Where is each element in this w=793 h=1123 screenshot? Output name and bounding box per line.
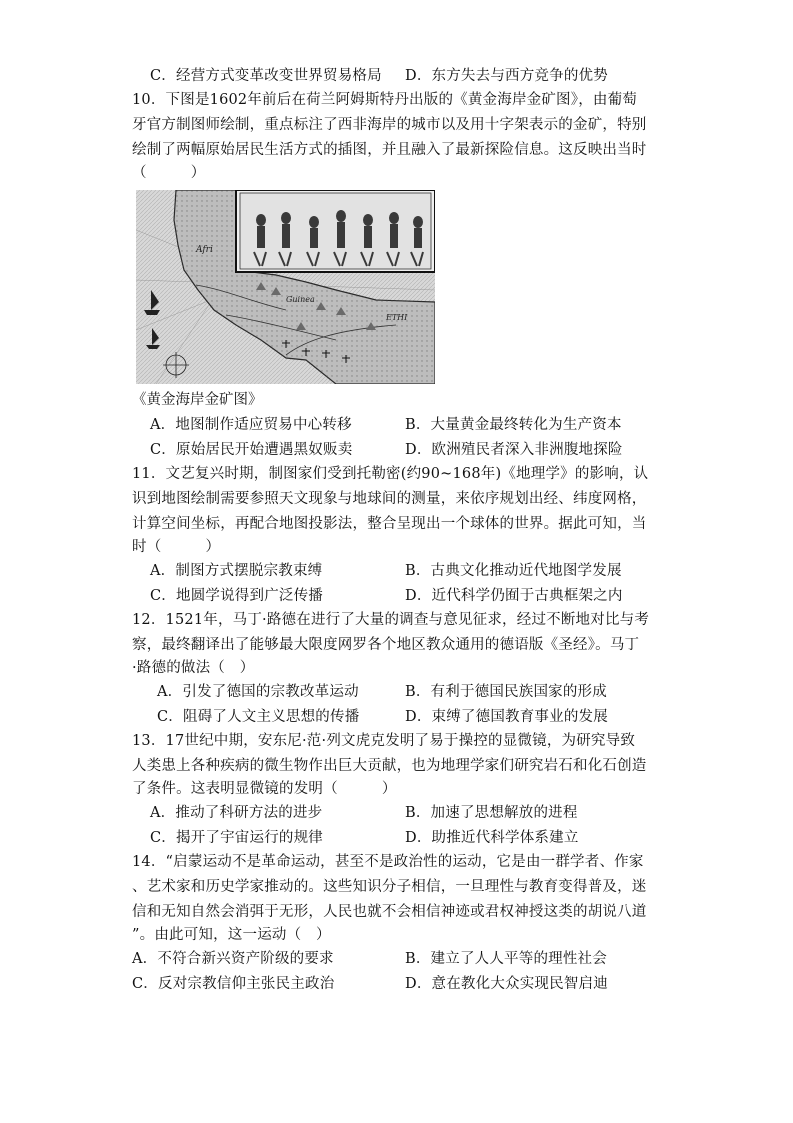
q14-stem-line-4: ”。由此可知，这一运动（ ）	[132, 927, 331, 943]
q13-stem-line-2: 人类患上各种疾病的微生物作出巨大贡献，也为地理学家们研究岩石和化石创造	[132, 758, 647, 774]
q14-option-c: C．反对宗教信仰主张民主政治	[132, 976, 335, 992]
q14-stem-line-3: 信和无知自然会消弭于无形，人民也就不会相信神迹或君权神授这类的胡说八道	[132, 904, 647, 920]
q14-option-d: D．意在教化大众实现民智启迪	[405, 976, 608, 992]
map-label-africa: Afri	[196, 245, 213, 255]
q10-stem-line-3: 绘制了两幅原始居民生活方式的插图，并且融入了最新探险信息。这反映出当时	[132, 142, 647, 158]
map-illustration	[136, 190, 435, 384]
q10-option-b: B．大量黄金最终转化为生产资本	[405, 417, 622, 433]
q14-stem-line-2: 、艺术家和历史学家推动的。这些知识分子相信，一旦理性与教育变得普及，迷	[132, 879, 647, 895]
q11-option-a: A．制图方式摆脱宗教束缚	[150, 563, 323, 579]
q12-stem-line-3: ·路德的做法（ ）	[132, 660, 255, 676]
q12-option-b: B．有利于德国民族国家的形成	[405, 684, 607, 700]
q10-stem-line-4: （ ）	[132, 165, 206, 181]
q13-stem-line-1: 13．17世纪中期，安东尼·范·列文虎克发明了易于操控的显微镜，为研究导致	[132, 733, 636, 749]
q13-option-a: A．推动了科研方法的进步	[150, 805, 323, 821]
q12-stem-line-2: 察，最终翻译出了能够最大限度网罗各个地区教众通用的德语版《圣经》。马丁	[132, 637, 640, 653]
q11-stem-line-4: 时（ ）	[132, 539, 221, 555]
gold-coast-map-figure	[136, 190, 435, 384]
q13-stem-line-3: 了条件。这表明显微镜的发明（ ）	[132, 781, 397, 797]
q11-stem-line-2: 识到地图绘制需要参照天文现象与地球间的测量，来依序规划出经、纬度网格，	[132, 491, 647, 507]
map-label-ethiopia: ETHI	[386, 313, 408, 322]
q10-option-c: C．原始居民开始遭遇黑奴贩卖	[150, 442, 353, 458]
q14-option-a: A．不符合新兴资产阶级的要求	[132, 951, 334, 967]
q10-option-a: A．地图制作适应贸易中心转移	[150, 417, 352, 433]
q9-option-c: C．经营方式变革改变世界贸易格局	[150, 68, 382, 84]
figure-caption: 《黄金海岸金矿图》	[132, 392, 263, 408]
q10-stem-line-2: 牙官方制图师绘制，重点标注了西非海岸的城市以及用十字架表示的金矿，特别	[132, 117, 647, 133]
q10-option-d: D．欧洲殖民者深入非洲腹地探险	[405, 442, 623, 458]
q10-stem-line-1: 10．下图是1602年前后在荷兰阿姆斯特丹出版的《黄金海岸金矿图》，由葡萄	[132, 92, 637, 108]
q14-option-b: B．建立了人人平等的理性社会	[405, 951, 607, 967]
q9-option-d: D．东方失去与西方竞争的优势	[405, 68, 608, 84]
q12-stem-line-1: 12．1521年，马丁·路德在进行了大量的调查与意见征求，经过不断地对比与考	[132, 612, 650, 628]
q11-stem-line-1: 11．文艺复兴时期，制图家们受到托勒密(约90~168年)《地理学》的影响，认	[132, 466, 649, 482]
q13-option-d: D．助推近代科学体系建立	[405, 830, 579, 846]
q12-option-a: A．引发了德国的宗教改革运动	[157, 684, 359, 700]
q11-option-d: D．近代科学仍囿于古典框架之内	[405, 588, 623, 604]
q14-stem-line-1: 14．“启蒙运动不是革命运动，甚至不是政治性的运动，它是由一群学者、作家	[132, 854, 644, 870]
q13-option-c: C．揭开了宇宙运行的规律	[150, 830, 323, 846]
q11-stem-line-3: 计算空间坐标，再配合地图投影法，整合呈现出一个球体的世界。据此可知，当	[132, 516, 647, 532]
q12-option-c: C．阻碍了人文主义思想的传播	[157, 709, 360, 725]
q13-option-b: B．加速了思想解放的进程	[405, 805, 578, 821]
q11-option-b: B．古典文化推动近代地图学发展	[405, 563, 622, 579]
q11-option-c: C．地圆学说得到广泛传播	[150, 588, 323, 604]
map-label-guinea: Guinea	[286, 295, 315, 304]
q12-option-d: D．束缚了德国教育事业的发展	[405, 709, 608, 725]
